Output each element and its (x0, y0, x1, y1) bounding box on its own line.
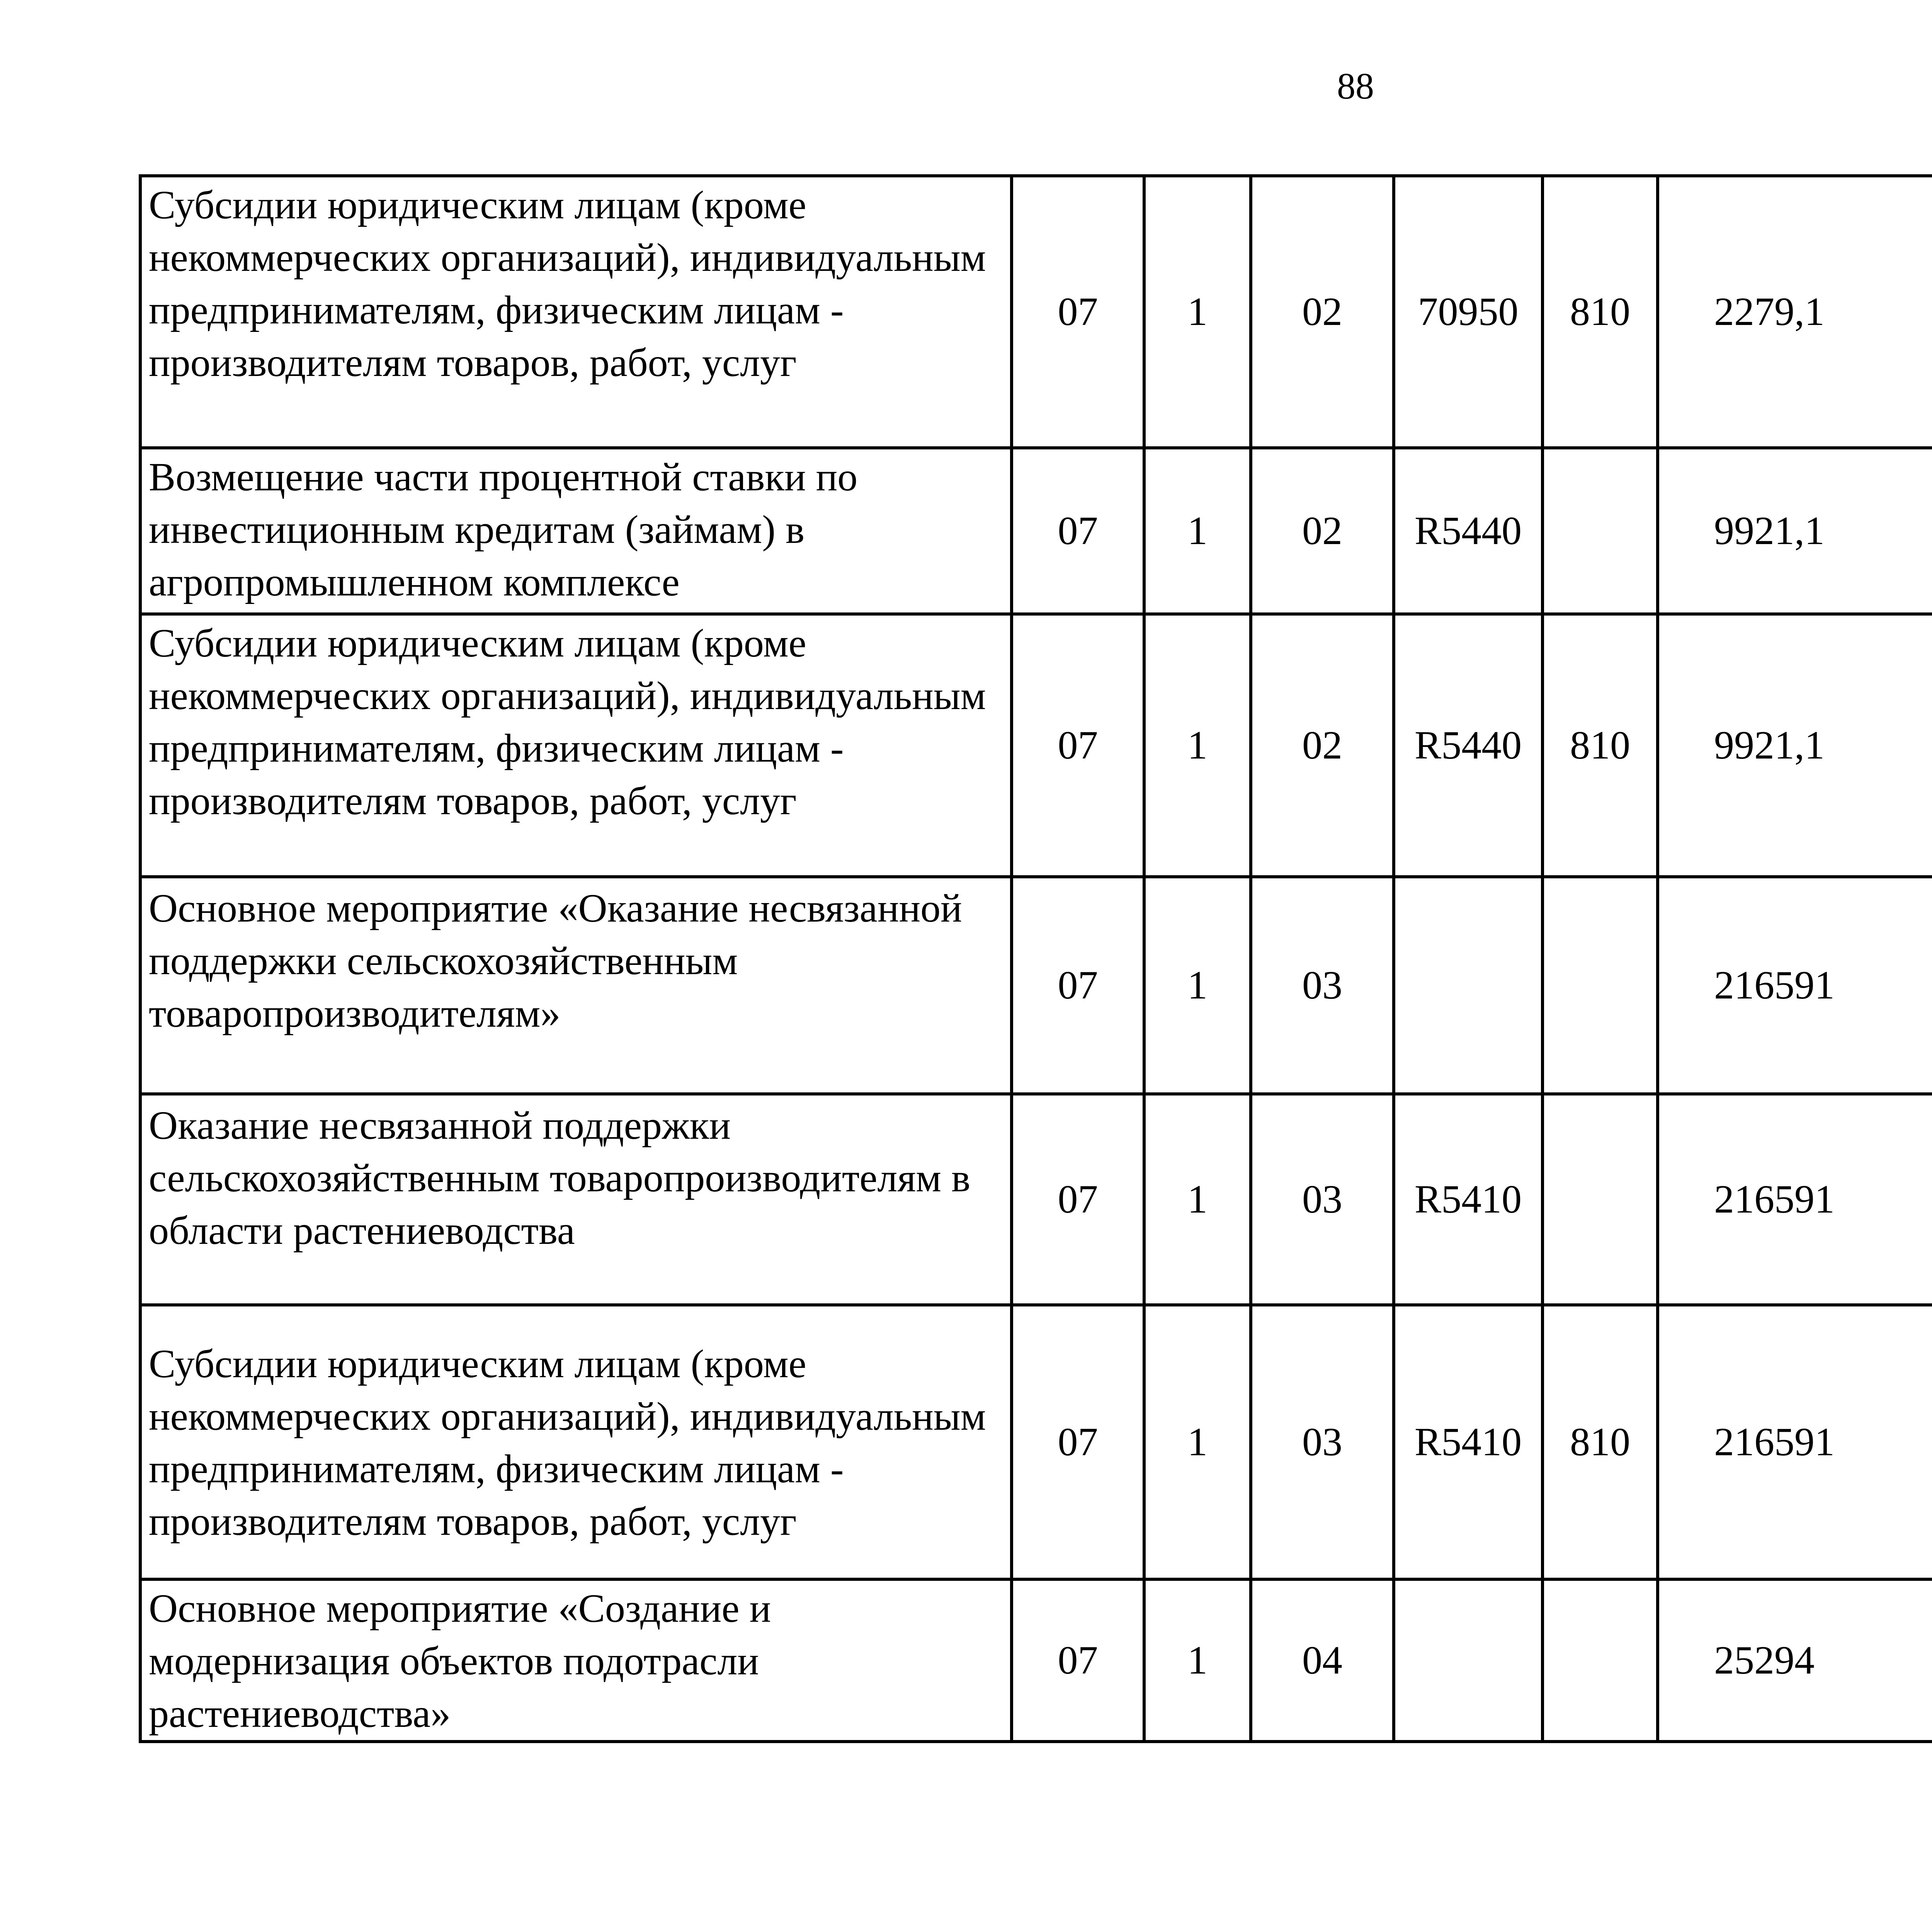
amount-year1-cell: 216591 (1658, 1094, 1932, 1305)
table-row (140, 1305, 1932, 1579)
section-code-cell: 07 (1012, 176, 1144, 448)
program-code-cell: 1 (1144, 1579, 1251, 1742)
event-code-cell: 03 (1251, 877, 1394, 1094)
table-row (140, 448, 1932, 614)
section-code-cell: 07 (1012, 448, 1144, 614)
expense-type-cell (1543, 877, 1658, 1094)
row-name-cell: Возмещение части процентной ставки по инвестиционным кредитам (займам) в агропромышленном комплексе (140, 448, 1012, 614)
row-name-cell: Основное мероприятие «Оказание несвязанной поддержки сельскохозяйственным товаропроизводителям» (140, 877, 1012, 1094)
event-code-cell: 02 (1251, 448, 1394, 614)
table-row (140, 1579, 1932, 1742)
expense-type-cell: 810 (1543, 614, 1658, 877)
expense-type-cell (1543, 1094, 1658, 1305)
program-code-cell: 1 (1144, 176, 1251, 448)
table-row (140, 1094, 1932, 1305)
direction-code-cell (1394, 1579, 1543, 1742)
amount-year1-cell: 216591 (1658, 1305, 1932, 1579)
direction-code-cell: R5440 (1394, 614, 1543, 877)
direction-code-cell: R5410 (1394, 1305, 1543, 1579)
program-code-cell: 1 (1144, 614, 1251, 877)
direction-code-cell (1394, 877, 1543, 1094)
expense-type-cell (1543, 448, 1658, 614)
section-code-cell: 07 (1012, 1305, 1144, 1579)
amount-year1-cell: 25294 (1658, 1579, 1932, 1742)
page-number: 88 (1337, 65, 1374, 107)
event-code-cell: 04 (1251, 1579, 1394, 1742)
event-code-cell: 02 (1251, 614, 1394, 877)
program-code-cell: 1 (1144, 877, 1251, 1094)
row-name-cell: Субсидии юридическим лицам (кроме некоммерческих организаций), индивидуальным предпринимателям, физическим лицам - производителям товаров, работ, услуг (140, 1305, 1012, 1579)
table-row (140, 614, 1932, 877)
table-row (140, 877, 1932, 1094)
row-name-cell: Оказание несвязанной поддержки сельскохозяйственным товаропроизводителям в области растениеводства (140, 1094, 1012, 1305)
amount-year1-cell: 216591 (1658, 877, 1932, 1094)
row-name-cell: Субсидии юридическим лицам (кроме некоммерческих организаций), индивидуальным предпринимателям, физическим лицам - производителям товаров, работ, услуг (140, 614, 1012, 877)
amount-year1-cell: 9921,1 (1658, 448, 1932, 614)
amount-year1-cell: 9921,1 (1658, 614, 1932, 877)
event-code-cell: 03 (1251, 1094, 1394, 1305)
section-code-cell: 07 (1012, 877, 1144, 1094)
budget-table (139, 174, 1932, 1743)
amount-year1-cell: 2279,1 (1658, 176, 1932, 448)
section-code-cell: 07 (1012, 1579, 1144, 1742)
section-code-cell: 07 (1012, 614, 1144, 877)
event-code-cell: 02 (1251, 176, 1394, 448)
program-code-cell: 1 (1144, 1305, 1251, 1579)
expense-type-cell: 810 (1543, 1305, 1658, 1579)
expense-type-cell: 810 (1543, 176, 1658, 448)
expense-type-cell (1543, 1579, 1658, 1742)
program-code-cell: 1 (1144, 448, 1251, 614)
table-row (140, 176, 1932, 448)
section-code-cell: 07 (1012, 1094, 1144, 1305)
row-name-cell: Субсидии юридическим лицам (кроме некоммерческих организаций), индивидуальным предпринимателям, физическим лицам - производителям товаров, работ, услуг (140, 176, 1012, 448)
direction-code-cell: R5440 (1394, 448, 1543, 614)
event-code-cell: 03 (1251, 1305, 1394, 1579)
program-code-cell: 1 (1144, 1094, 1251, 1305)
row-name-cell: Основное мероприятие «Создание и модернизация объектов подотрасли растениеводства» (140, 1579, 1012, 1742)
direction-code-cell: R5410 (1394, 1094, 1543, 1305)
direction-code-cell: 70950 (1394, 176, 1543, 448)
